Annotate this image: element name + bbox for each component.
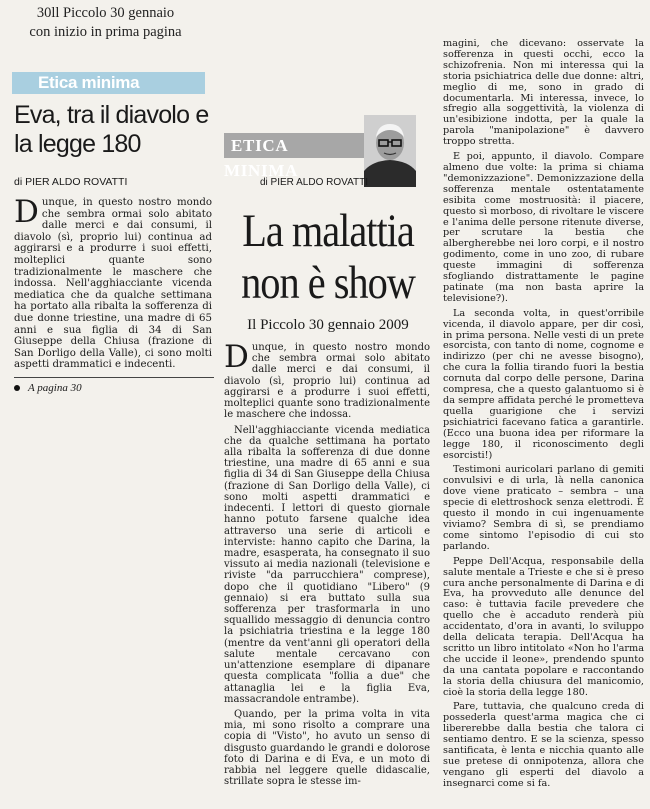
article-column-1 <box>224 339 430 792</box>
front-byline: di PIER ALDO ROVATTI <box>14 176 128 188</box>
article-byline: di PIER ALDO ROVATTI <box>260 177 368 188</box>
front-divider <box>14 377 214 378</box>
article-paragraph: Peppe Dell'Acqua, responsabile della salute mentale a Trieste e che si è preso cura anche personalmente di Darina e di Eva, ha provveduto alle denunce del caso: è tuttavia facile prevedere che quello che è accaduto renderà più accidentato, d'ora in avanti, lo sviluppo della delicata terapia. Dell'Acqua ha scritto un libro intitolato «Non ho l'arma che uccide il leone», prendendo spunto da una cantata popolare e raccontando la storia della chiusura del manicomio, cioè la storia della legge 180. <box>443 555 644 698</box>
clipping-note-line: 30ll Piccolo 30 gennaio <box>36 5 175 21</box>
front-section-label: Etica minima <box>38 73 140 92</box>
front-body <box>14 194 212 371</box>
continued-text: A pagina 30 <box>28 382 82 394</box>
article-dropcap: D <box>224 339 249 375</box>
article-paragraph: Testimoni auricolari parlano di gemiti convulsivi e di urla, là nella canonica dove viene praticato – sembra – una specie di elettroshock senza elettrodi. È questo il mondo in cui ingenuamente viviamo? Sembra di sì, se prendiamo come sintomo l'episodio di cui sto parlando. <box>443 464 644 552</box>
front-section-band <box>12 72 205 94</box>
article-source: Il Piccolo 30 gennaio 2009 <box>247 317 409 333</box>
front-headline: Eva, tra il diavolo e la legge 180 <box>14 101 209 158</box>
author-portrait-icon <box>364 115 416 187</box>
article-paragraph: E poi, appunto, il diavolo. Compare almeno due volte: la prima si chiama "demonizzazione". Demonizzazione della sofferenza mentale ostentatamente esibita come mostruosità: il piacere, questo sì morboso, di rivoltare le viscere e l'anima delle persone ritenute diverse, per scrutare la bestia che albergherebbe nei loro corpi, e il nostro godimento, come in uno zoo, di rubare queste immagini di sofferenza sfogliando distrattamente le pagine patinate (ma non basta aprire la televisione?). <box>443 151 644 304</box>
article-paragraph: La seconda volta, in quest'orribile vicenda, il diavolo appare, per dir così, in prima persona. Nelle vesti di un prete esorcista, con tanto di nome, cognome e indirizzo (per chi ne avesse bisogno), che cura la follia tirando fuori la bestia cornuta dal corpo delle persone, Darina compresa, che a questo galantuomo si è da sempre affidata perché le prometteva quella guarigione che i servizi psichiatrici facevano fatica a garantirle. (Ecco una buona idea per riformare la legge 180, il riconoscimento degli esorcisti!) <box>443 307 644 461</box>
article-headline: La malattia non è show <box>241 205 415 309</box>
continued-reference <box>14 382 82 394</box>
front-dropcap: D <box>14 194 39 230</box>
clipping-note <box>18 4 193 42</box>
article-column-2 <box>443 39 644 794</box>
article-paragraph: Quando, per la prima volta in vita mia, mi sono risolto a comprare una copia di "Visto", ho avuto un senso di disgusto guardando le grandi e dolorose foto di Darina e di Eva, e un moto di rabbia nel leggere quelle didascalie, strillate sopra le stesse im- <box>224 709 430 788</box>
article-paragraph: magini, che dicevano: osservate la sofferenza in questi occhi, ecco la schizofrenia. Non mi interessa qui la storia psichiatrica delle due donne: altri, meglio di me, sono in grado di documentarla. Mi interessa, invece, lo sfregio alla soggettività, la violenza di un'esibizione indotta, per la quale la parola "manipolazione" è davvero troppo stretta. <box>443 38 644 148</box>
article-section-label: ETICA MINIMA <box>224 136 299 180</box>
author-photo <box>364 115 416 187</box>
article-paragraph: Pare, tuttavia, che qualcuno creda di possederla quest'arma magica che ci libererebbe dalla bestia che talora ci sentiamo dentro. E se la scienza, spesso santificata, è lenta e nicchia quanto alle sue pretese di onnipotenza, allora che vengano gli esperti del diavolo a insegnarci come si fa. <box>443 701 644 789</box>
front-body-text: unque, in questo nostro mondo che sembra ormai solo abitato dalle merci e dai consumi, il diavolo (sì, proprio lui) continua ad aggirarsi e a produrre i suoi effetti, molteplici quante sono tradizionalmente le maschere che indossa. Nell'agghiacciante vicenda mediatica che da qualche settimana ha portato alla ribalta la sofferenza di due donne triestine, una madre di 65 anni e sua figlia di 34 di San Giuseppe della Chiusa (frazione di San Dorligo della Valle), ci sono molti aspetti drammatici e indecenti. <box>14 197 212 371</box>
article-section-band <box>224 133 364 180</box>
article-paragraph: Nell'agghiacciante vicenda mediatica che da qualche settimana ha portato alla ribalta la sofferenza di due donne triestine, una madre di 65 anni e sua figlia di 34 di San Giuseppe della Chiusa (frazione di San Dorligo della Valle), ci sono molti aspetti drammatici e indecenti. I lettori di questo giornale hanno potuto farsene qualche idea attraverso una serie di articoli e interviste: hanno capito che Darina, la madre, esasperata, ha consegnato il suo vissuto ai media nazionali (televisione e riviste "da parrucchiera" comprese), dopo che il quotidiano "Libero" (9 gennaio) si era buttato sulla sua sofferenza per trasformarla in uno squallido messaggio di denuncia contro la psichiatria triestina e la legge 180 (mentre da vent'anni gli operatori della salute mentale cercavano con un'attenzione esemplare di dipanare questa complicata "follia a due" che attanaglia lei e la figlia Eva, massacrandole entrambe). <box>224 424 430 705</box>
article-paragraph <box>224 339 430 421</box>
clipping-note-line: con inizio in prima pagina <box>29 24 182 40</box>
article-paragraph-text: unque, in questo nostro mondo che sembra ormai solo abitato dalle merci e dai consumi, il diavolo (sì, proprio lui) continua ad aggirarsi e a produrre i suoi effetti, molteplici quante sono tradizionalmente le maschere che indossa. <box>224 342 430 421</box>
bullet-icon <box>14 385 20 391</box>
